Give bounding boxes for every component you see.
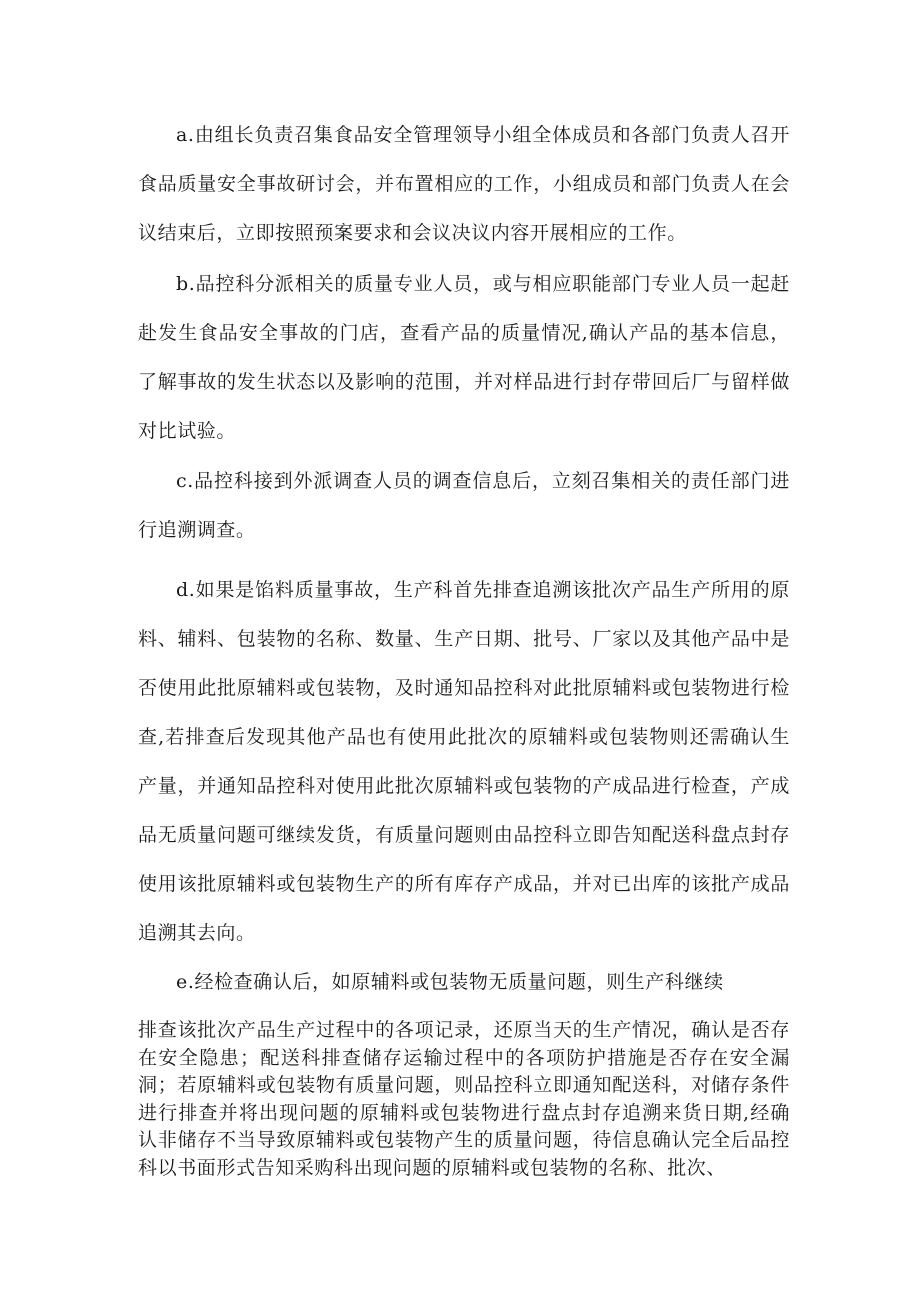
paragraph-d: d.如果是馅料质量事故，生产科首先排查追溯该批次产品生产所用的原料、辅料、包装物的名称、数量、生产日期、批号、厂家以及其他产品中是否使用此批原辅料或包装物，及时通知品控科对此批原辅料或包装物进行检查,若排查后发现其他产品也有使用此批次的原辅料或包装物则还需确认生产量，并通知品控科对使用此批次原辅料或包装物的产成品进行检查，产成品无质量问题可继续发货，有质量问题则由品控科立即告知配送科盘点封存使用该批原辅料或包装物生产的所有库存产成品，并对已出库的该批产成品追溯其去向。: [138, 579, 790, 944]
paragraph-b: b.品控科分派相关的质量专业人员，或与相应职能部门专业人员一起赶赴发生食品安全事故的门店，查看产品的质量情况,确认产品的基本信息，了解事故的发生状态以及影响的范围，并对样品进行封存带回后厂与留样做对比试验。: [138, 273, 790, 442]
paragraph-e-continued: 排查该批次产品生产过程中的各项记录，还原当天的生产情况，确认是否存在安全隐患；配送科排查储存运输过程中的各项防护措施是否存在安全漏洞；若原辅料或包装物有质量问题，则品控科立即通知配送科，对储存条件进行排查并将出现问题的原辅料或包装物进行盘点封存追溯来货日期,经确认非储存不当导致原辅料或包装物产生的质量问题，待信息确认完全后品控科以书面形式告知采购科出现问题的原辅料或包装物的名称、批次、: [138, 1019, 790, 1179]
paragraph-a: a.由组长负责召集食品安全管理领导小组全体成员和各部门负责人召开食品质量安全事故研讨会，并布置相应的工作，小组成员和部门负责人在会议结束后，立即按照预案要求和会议决议内容开展相应的工作。: [138, 124, 790, 244]
paragraph-c: c.品控科接到外派调查人员的调查信息后，立刻召集相关的责任部门进行追溯调查。: [138, 470, 790, 541]
paragraph-e: e.经检查确认后，如原辅料或包装物无质量问题，则生产科继续: [176, 971, 724, 993]
